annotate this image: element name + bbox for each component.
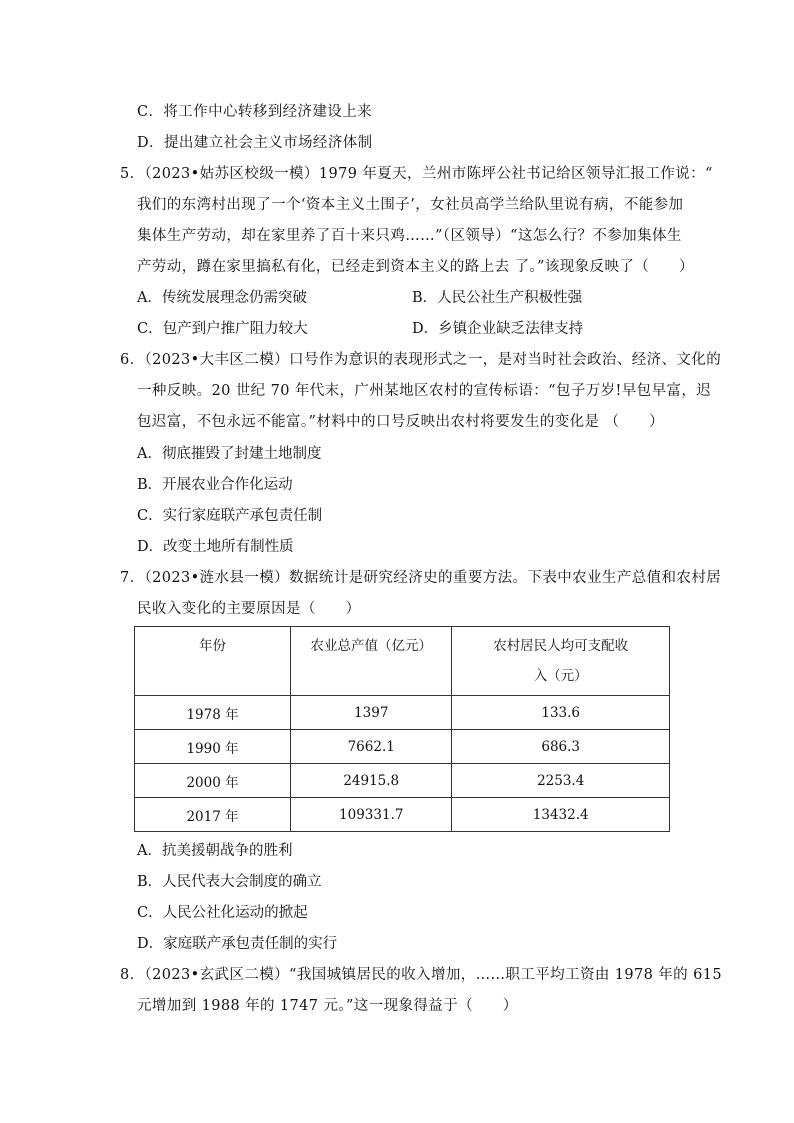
option-letter: C． (137, 905, 163, 921)
option-text: 实行家庭联产承包责任制 (162, 508, 323, 524)
table-cell-rural-income: 13432.4 (452, 798, 670, 832)
option-text: 人民公社生产积极性强 (437, 290, 583, 306)
q7-stem-line-2: 民收入变化的主要原因是（ ） (137, 601, 361, 617)
table-cell-rural-income: 2253.4 (452, 764, 670, 798)
q8-stem-line-2: 元增加到 1988 年的 1747 元。”这一现象得益于（ ） (137, 998, 518, 1014)
q5-stem-line-1: 5．（2023•姑苏区校级一模）1979 年夏天，兰州市陈坪公社书记给区领导汇报工作说：“ (120, 166, 713, 182)
table-cell-rural-income: 686.3 (452, 730, 670, 764)
q5-option-b (412, 288, 582, 308)
table-cell-agri-output: 24915.8 (291, 764, 452, 798)
table-header-row (135, 627, 670, 696)
table-row (135, 798, 670, 832)
q6-stem-line-1: 6．（2023•大丰区二模）口号作为意识的表现形式之一，是对当时社会政治、经济、文化的 (120, 352, 722, 368)
table-header-rural-income: 农村居民人均可支配收入（元） (452, 627, 670, 696)
q8-stem-line-1: 8．（2023•玄武区二模）“我国城镇居民的收入增加，……职工平均工资由 1978 年的 615 (120, 967, 722, 983)
option-text: 彻底摧毁了封建土地制度 (161, 446, 322, 462)
option-text: 传统发展理念仍需突破 (161, 290, 307, 306)
q5-stem-line-3: 集体生产劳动，却在家里养了百十来只鸡……”（区领导）“这怎么行？不参加集体生 (137, 228, 682, 244)
q7-option-a (137, 841, 292, 861)
option-text: 提出建立社会主义市场经济体制 (163, 135, 373, 151)
option-text: 包产到户推广阻力较大 (162, 321, 308, 337)
q6-stem-line-2: 一种反映。20 世纪 70 年代末，广州某地区农村的宣传标语：“包子万岁!早包早富，迟 (137, 383, 712, 399)
option-letter: D． (137, 135, 164, 151)
table-cell-agri-output: 7662.1 (291, 730, 452, 764)
table-cell-agri-output: 109331.7 (291, 798, 452, 832)
option-text: 家庭联产承包责任制的实行 (163, 936, 338, 952)
option-text: 人民代表大会制度的确立 (162, 874, 322, 890)
table-cell-year: 2000 年 (135, 764, 291, 798)
q6-option-d (137, 537, 294, 557)
q5-option-d (412, 319, 583, 339)
q7-data-table (134, 626, 670, 832)
q6-option-b (137, 475, 293, 495)
option-letter: A． (137, 290, 162, 306)
q5-option-c (137, 319, 308, 339)
table-header-year: 年份 (135, 627, 291, 696)
table-cell-agri-output: 1397 (291, 696, 452, 730)
q7-option-d (137, 934, 337, 954)
q7-option-b (137, 872, 322, 892)
q5-stem-line-4: 产劳动，蹲在家里搞私有化，已经走到资本主义的路上去 了。”该现象反映了（ ） (137, 259, 694, 275)
option-text: 抗美援朝战争的胜利 (161, 843, 293, 859)
option-letter: B． (137, 874, 163, 890)
option-letter: B． (412, 290, 438, 306)
option-text: 乡镇企业缺乏法律支持 (438, 321, 584, 337)
option-letter: A． (137, 843, 162, 859)
table-row (135, 764, 670, 798)
option-text: 改变土地所有制性质 (163, 539, 294, 555)
table-row (135, 730, 670, 764)
prev-option-c (137, 102, 372, 122)
q6-stem-line-3: 包迟富，不包永远不能富。”材料中的口号反映出农村将要发生的变化是 （ ） (137, 414, 665, 430)
option-text: 人民公社化运动的掀起 (162, 905, 308, 921)
q5-stem-line-2: 我们的东湾村出现了一个‘资本主义土围子’，女社员高学兰给队里说有病，不能参加 (137, 197, 684, 213)
prev-option-d (137, 133, 373, 153)
option-letter: C． (137, 104, 164, 120)
q6-option-c (137, 506, 322, 526)
table-cell-year: 1978 年 (135, 696, 291, 730)
table-cell-year: 1990 年 (135, 730, 291, 764)
option-letter: B． (137, 477, 163, 493)
table-cell-year: 2017 年 (135, 798, 291, 832)
option-text: 开展农业合作化运动 (162, 477, 293, 493)
option-letter: D． (137, 539, 164, 555)
option-letter: C． (137, 508, 163, 524)
q7-stem-line-1: 7．（2023•涟水县一模）数据统计是研究经济史的重要方法。下表中农业生产总值和农村居 (120, 570, 722, 586)
option-text: 将工作中心转移到经济建设上来 (163, 104, 373, 120)
table-header-agri-output: 农业总产值（亿元） (291, 627, 452, 696)
q5-option-a (137, 288, 307, 308)
table-row (135, 696, 670, 730)
option-letter: D． (137, 936, 164, 952)
q7-option-c (137, 903, 308, 923)
table-cell-rural-income: 133.6 (452, 696, 670, 730)
option-letter: C． (137, 321, 163, 337)
q6-option-a (137, 444, 321, 464)
option-letter: A． (137, 446, 162, 462)
option-letter: D． (412, 321, 439, 337)
